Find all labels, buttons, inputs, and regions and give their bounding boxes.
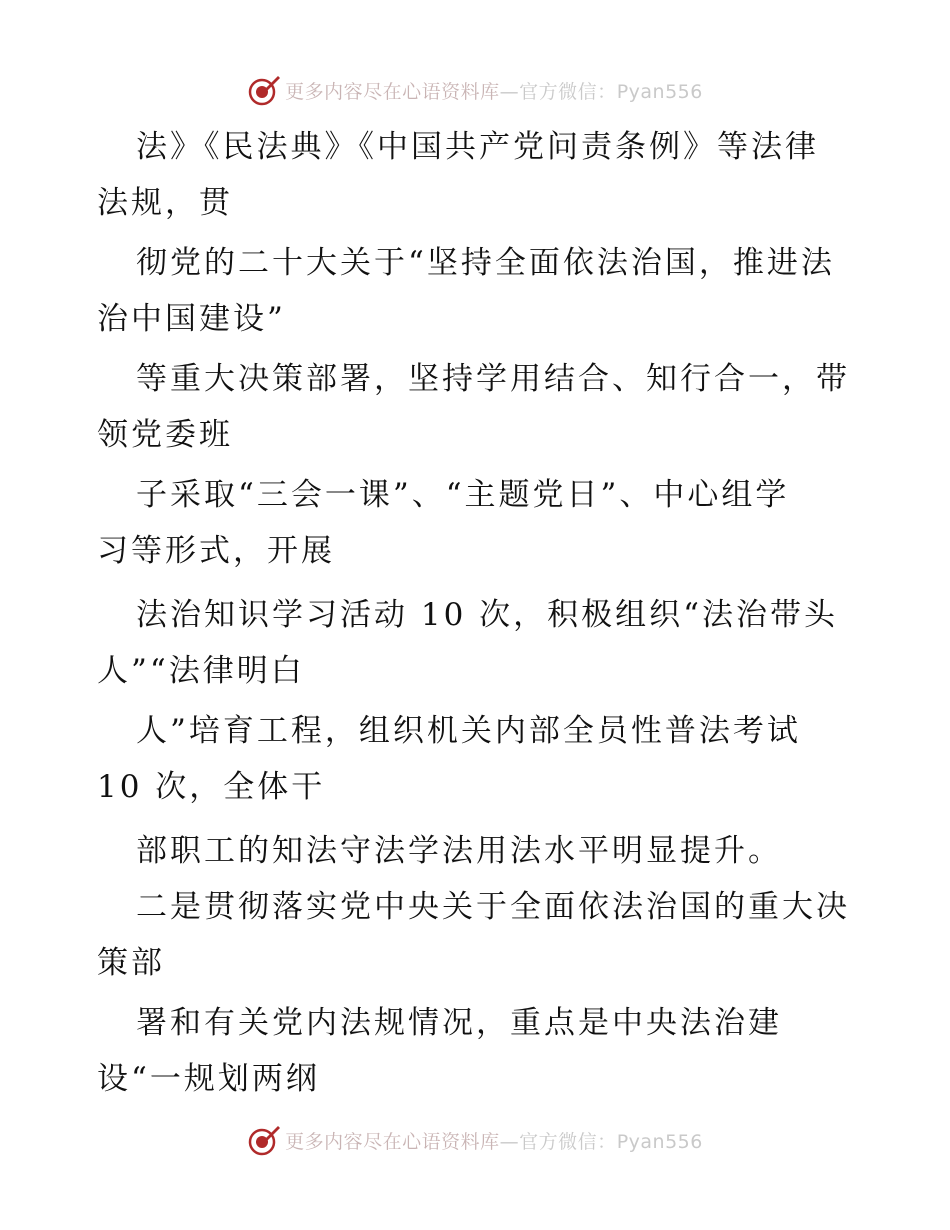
pen-logo-icon [247, 73, 281, 107]
body-line: 设“一规划两纲 [97, 1061, 320, 1097]
footer-watermark [0, 1122, 950, 1158]
body-line: 法治知识学习活动 10 次，积极组织“法治带头 [136, 597, 839, 633]
body-line: 10 次，全体干 [97, 769, 326, 805]
body-line: 二是贯彻落实党中央关于全面依法治国的重大决 [136, 889, 850, 925]
watermark-wechat-id: Pyan556 [616, 80, 703, 103]
body-line: 等重大决策部署，坚持学用结合、知行合一，带 [136, 361, 850, 397]
watermark-wechat-label: 官方微信： [519, 80, 617, 103]
body-line: 子采取“三会一课”、“主题党日”、中心组学 [136, 477, 790, 513]
watermark-dash: — [499, 1130, 520, 1153]
pen-logo-icon [247, 1123, 281, 1157]
body-line: 策部 [97, 945, 165, 981]
watermark-dash: — [499, 80, 520, 103]
body-line: 领党委班 [97, 417, 233, 453]
watermark-site-text: 更多内容尽在心语资料库 [285, 1130, 500, 1153]
body-line: 彻党的二十大关于“坚持全面依法治国，推进法 [136, 245, 835, 281]
body-line: 习等形式，开展 [97, 533, 335, 569]
body-line: 人”“法律明白 [97, 653, 305, 689]
body-line: 治中国建设” [97, 301, 286, 337]
body-line: 部职工的知法守法学法用法水平明显提升。 [136, 833, 782, 869]
body-line: 人”培育工程，组织机关内部全员性普法考试 [136, 713, 801, 749]
watermark-wechat-label: 官方微信： [519, 1130, 617, 1153]
header-watermark [0, 72, 950, 108]
body-line: 法》《民法典》《中国共产党问责条例》等法律 [136, 129, 819, 165]
watermark-wechat-id: Pyan556 [616, 1130, 703, 1153]
body-line: 署和有关党内法规情况，重点是中央法治建 [136, 1005, 782, 1041]
watermark-site-text: 更多内容尽在心语资料库 [285, 80, 500, 103]
body-line: 法规，贯 [97, 185, 233, 221]
